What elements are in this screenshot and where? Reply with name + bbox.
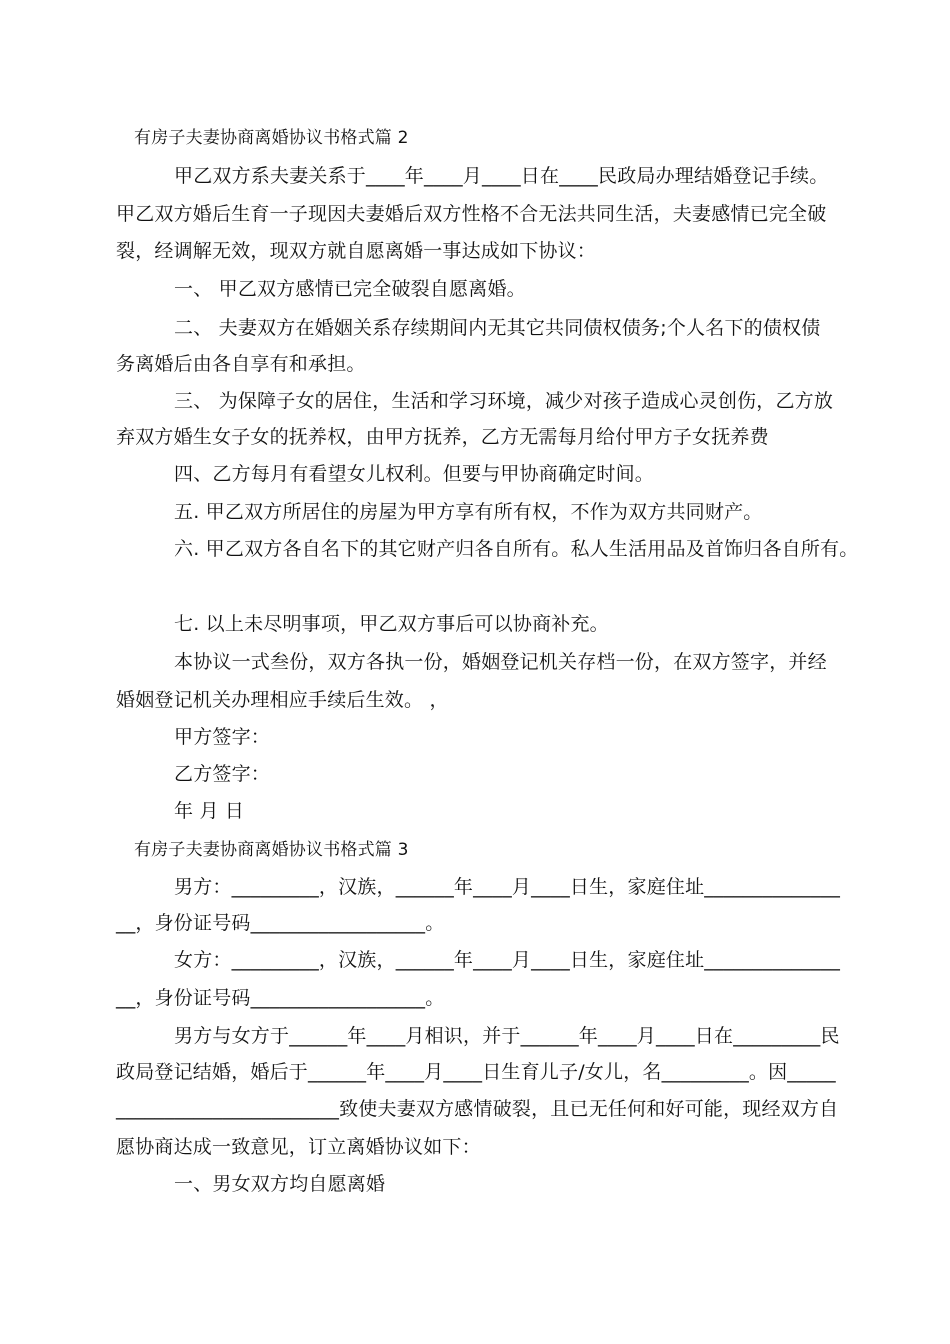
- story-line-2: 政局登记结婚，婚后于______年____月____日生育儿子/女儿，名_________。因_____: [116, 1061, 836, 1083]
- woman-line-1: 女方：_________，汉族，______年____月____日生，家庭住址______________: [174, 949, 841, 971]
- man-line-1: 男方：_________，汉族，______年____月____日生，家庭住址______________: [174, 876, 841, 898]
- intro-line-3: 裂，经调解无效，现双方就自愿离婚一事达成如下协议：: [116, 240, 597, 262]
- intro-line-1: 甲乙双方系夫妻关系于____年____月____日在____民政局办理结婚登记手续。: [174, 165, 829, 187]
- clause-6: 六. 甲乙双方各自名下的其它财产归各自所有。私人生活用品及首饰归各自所有。: [174, 538, 859, 560]
- clause-1: 一、 甲乙双方感情已完全破裂自愿离婚。: [174, 278, 526, 300]
- story-line-3: _______________________致使夫妻双方感情破裂，且已无任何和好可能，现经双方自: [116, 1098, 839, 1120]
- clause-5: 五. 甲乙双方所居住的房屋为甲方享有所有权，不作为双方共同财产。: [174, 501, 763, 523]
- closing-line-2: 婚姻登记机关办理相应手续后生效。 ，: [116, 689, 449, 711]
- clause-3-line-2: 弃双方婚生女子女的抚养权，由甲方抚养，乙方无需每月给付甲方子女抚养费: [116, 426, 769, 448]
- signature-party-a: 甲方签字：: [174, 726, 271, 748]
- section-3-title: 有房子夫妻协商离婚协议书格式篇 3: [134, 840, 409, 860]
- section-3-clause-1: 一、男女双方均自愿离婚: [174, 1173, 386, 1195]
- clause-3-line-1: 三、 为保障子女的居住，生活和学习环境，减少对孩子造成心灵创伤，乙方放: [174, 390, 834, 412]
- clause-7: 七. 以上未尽明事项，甲乙双方事后可以协商补充。: [174, 613, 609, 635]
- section-2-title: 有房子夫妻协商离婚协议书格式篇 2: [134, 128, 409, 148]
- clause-4: 四、乙方每月有看望女儿权利。但要与甲协商确定时间。: [174, 463, 655, 485]
- signature-party-b: 乙方签字：: [174, 763, 271, 785]
- woman-line-2: __，身份证号码__________________。: [116, 987, 445, 1009]
- signature-date: 年 月 日: [174, 800, 245, 822]
- story-line-4: 愿协商达成一致意见，订立离婚协议如下：: [116, 1136, 481, 1158]
- clause-2-line-2: 务离婚后由各自享有和承担。: [116, 353, 366, 375]
- clause-2-line-1: 二、 夫妻双方在婚姻关系存续期间内无其它共同债权债务;个人名下的债权债: [174, 317, 821, 339]
- closing-line-1: 本协议一式叁份，双方各执一份，婚姻登记机关存档一份，在双方签字，并经: [174, 651, 827, 673]
- story-line-1: 男方与女方于______年____月相识，并于______年____月____日在_________民: [174, 1025, 840, 1047]
- intro-line-2: 甲乙双方婚后生育一子现因夫妻婚后双方性格不合无法共同生活，夫妻感情已完全破: [116, 203, 827, 225]
- man-line-2: __，身份证号码__________________。: [116, 912, 445, 934]
